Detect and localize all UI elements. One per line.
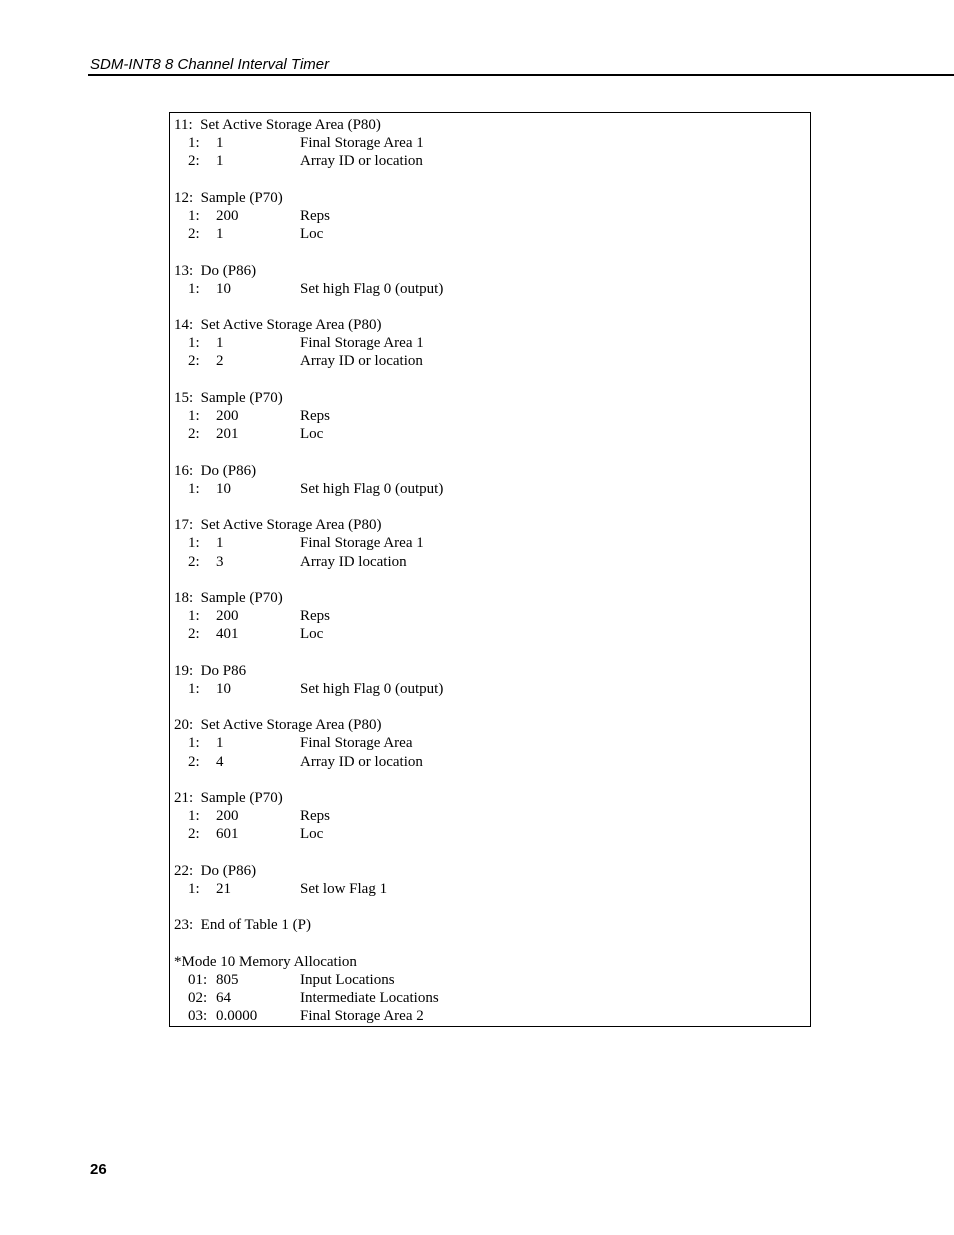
instruction-title: 21: Sample (P70): [174, 789, 283, 806]
parameter-row: [174, 207, 810, 225]
parameter-row: [174, 680, 810, 698]
parameter-number: 2:: [188, 626, 200, 643]
parameter-value: 401: [216, 626, 239, 643]
page-number: 26: [90, 1161, 107, 1178]
parameter-description: Intermediate Locations: [300, 990, 439, 1006]
parameter-description: Reps: [300, 207, 330, 224]
parameter-number: 1:: [188, 535, 200, 552]
parameter-number: 1:: [188, 207, 200, 224]
parameter-description: Final Storage Area 1: [300, 335, 424, 352]
parameter-value: 1: [216, 535, 224, 552]
parameter-value: 64: [216, 990, 231, 1006]
parameter-value: 2: [216, 353, 224, 370]
parameter-row: [174, 607, 810, 625]
parameter-number: 2:: [188, 753, 200, 770]
parameter-description: Reps: [300, 608, 330, 625]
parameter-value: 1: [216, 153, 224, 170]
blank-line: [174, 571, 810, 589]
parameter-value: 4: [216, 753, 224, 770]
parameter-value: 601: [216, 826, 239, 843]
parameter-number: 1:: [188, 280, 200, 297]
parameter-row: [174, 352, 810, 370]
parameter-number: 03:: [188, 1008, 208, 1025]
parameter-row: [174, 534, 810, 552]
instruction-title: 12: Sample (P70): [174, 189, 283, 206]
parameter-number: 1:: [188, 408, 200, 424]
parameter-value: 200: [216, 408, 239, 424]
parameter-value: 200: [216, 808, 239, 825]
blank-line: [174, 771, 810, 789]
parameter-description: Set high Flag 0 (output): [300, 280, 444, 297]
parameter-number: 1:: [188, 808, 200, 825]
parameter-description: Set high Flag 0 (output): [300, 680, 444, 697]
parameter-value: 10: [216, 680, 231, 697]
parameter-description: Loc: [300, 226, 324, 243]
parameter-row: [174, 553, 810, 571]
parameter-value: 200: [216, 608, 239, 625]
parameter-row: [174, 880, 810, 898]
parameter-row: [174, 334, 810, 352]
instruction-title: 15: Sample (P70): [174, 389, 283, 406]
parameter-row: [174, 734, 810, 752]
parameter-description: Array ID or location: [300, 353, 423, 370]
instruction-title: 22: Do (P86): [174, 862, 257, 879]
parameter-row: [174, 280, 810, 298]
instruction-title: 23: End of Table 1 (P): [174, 917, 311, 934]
blank-line: [174, 171, 810, 189]
parameter-row: [174, 1007, 810, 1025]
parameter-number: 2:: [188, 826, 200, 843]
parameter-number: 02:: [188, 990, 208, 1006]
parameter-value: 10: [216, 480, 231, 497]
blank-line: [174, 243, 810, 261]
parameter-description: Array ID or location: [300, 753, 423, 770]
parameter-row: [174, 134, 810, 152]
parameter-description: Loc: [300, 626, 324, 643]
parameter-description: Reps: [300, 808, 330, 825]
parameter-number: 2:: [188, 226, 200, 243]
parameter-number: 2:: [188, 426, 200, 443]
parameter-row: [174, 407, 810, 425]
parameter-number: 1:: [188, 135, 200, 152]
program-listing-box: [169, 112, 811, 1027]
parameter-number: 1:: [188, 480, 200, 497]
parameter-value: 21: [216, 880, 231, 897]
header-divider: [88, 74, 954, 76]
parameter-value: 1: [216, 335, 224, 352]
parameter-number: 01:: [188, 971, 208, 988]
blank-line: [174, 371, 810, 389]
blank-line: [174, 443, 810, 461]
parameter-row: [174, 425, 810, 443]
parameter-description: Final Storage Area 2: [300, 1008, 424, 1025]
instruction-title: 19: Do P86: [174, 662, 247, 679]
parameter-description: Loc: [300, 426, 324, 443]
parameter-value: 805: [216, 971, 239, 988]
parameter-value: 201: [216, 426, 239, 443]
instruction-title: 13: Do (P86): [174, 262, 257, 279]
parameter-number: 2:: [188, 153, 200, 170]
parameter-value: 1: [216, 135, 224, 152]
instruction-title: 20: Set Active Storage Area (P80): [174, 717, 382, 734]
parameter-number: 1:: [188, 880, 200, 897]
parameter-number: 2:: [188, 353, 200, 370]
parameter-description: Set low Flag 1: [300, 880, 388, 897]
parameter-row: [174, 225, 810, 243]
parameter-number: 1:: [188, 680, 200, 697]
parameter-value: 10: [216, 280, 231, 297]
parameter-row: [174, 152, 810, 170]
parameter-description: Input Locations: [300, 971, 395, 988]
instruction-title: 18: Sample (P70): [174, 589, 283, 606]
parameter-value: 0.0000: [216, 1008, 258, 1025]
blank-line: [174, 898, 810, 916]
parameter-row: [174, 625, 810, 643]
parameter-description: Final Storage Area 1: [300, 135, 424, 152]
parameter-value: 200: [216, 207, 239, 224]
parameter-description: Final Storage Area: [300, 735, 413, 752]
blank-line: [174, 844, 810, 862]
parameter-row: [174, 989, 810, 1007]
parameter-description: Set high Flag 0 (output): [300, 480, 444, 497]
running-header-title: SDM-INT8 8 Channel Interval Timer: [90, 56, 330, 73]
parameter-row: [174, 971, 810, 989]
parameter-description: Reps: [300, 408, 330, 424]
blank-line: [174, 934, 810, 952]
blank-line: [174, 643, 810, 661]
parameter-row: [174, 807, 810, 825]
instruction-title: 11: Set Active Storage Area (P80): [174, 117, 381, 133]
parameter-description: Final Storage Area 1: [300, 535, 424, 552]
parameter-description: Array ID location: [300, 553, 407, 570]
parameter-number: 2:: [188, 553, 200, 570]
parameter-number: 1:: [188, 335, 200, 352]
instruction-title: 16: Do (P86): [174, 462, 257, 479]
instruction-title: 14: Set Active Storage Area (P80): [174, 317, 382, 334]
instruction-title: 17: Set Active Storage Area (P80): [174, 517, 382, 534]
parameter-description: Array ID or location: [300, 153, 423, 170]
blank-line: [174, 498, 810, 516]
blank-line: [174, 298, 810, 316]
parameter-value: 1: [216, 735, 224, 752]
parameter-description: Loc: [300, 826, 324, 843]
parameter-row: [174, 480, 810, 498]
instruction-title: *Mode 10 Memory Allocation: [174, 953, 357, 970]
parameter-number: 1:: [188, 735, 200, 752]
blank-line: [174, 698, 810, 716]
parameter-row: [174, 753, 810, 771]
parameter-value: 1: [216, 226, 224, 243]
parameter-number: 1:: [188, 608, 200, 625]
parameter-row: [174, 825, 810, 843]
parameter-value: 3: [216, 553, 224, 570]
